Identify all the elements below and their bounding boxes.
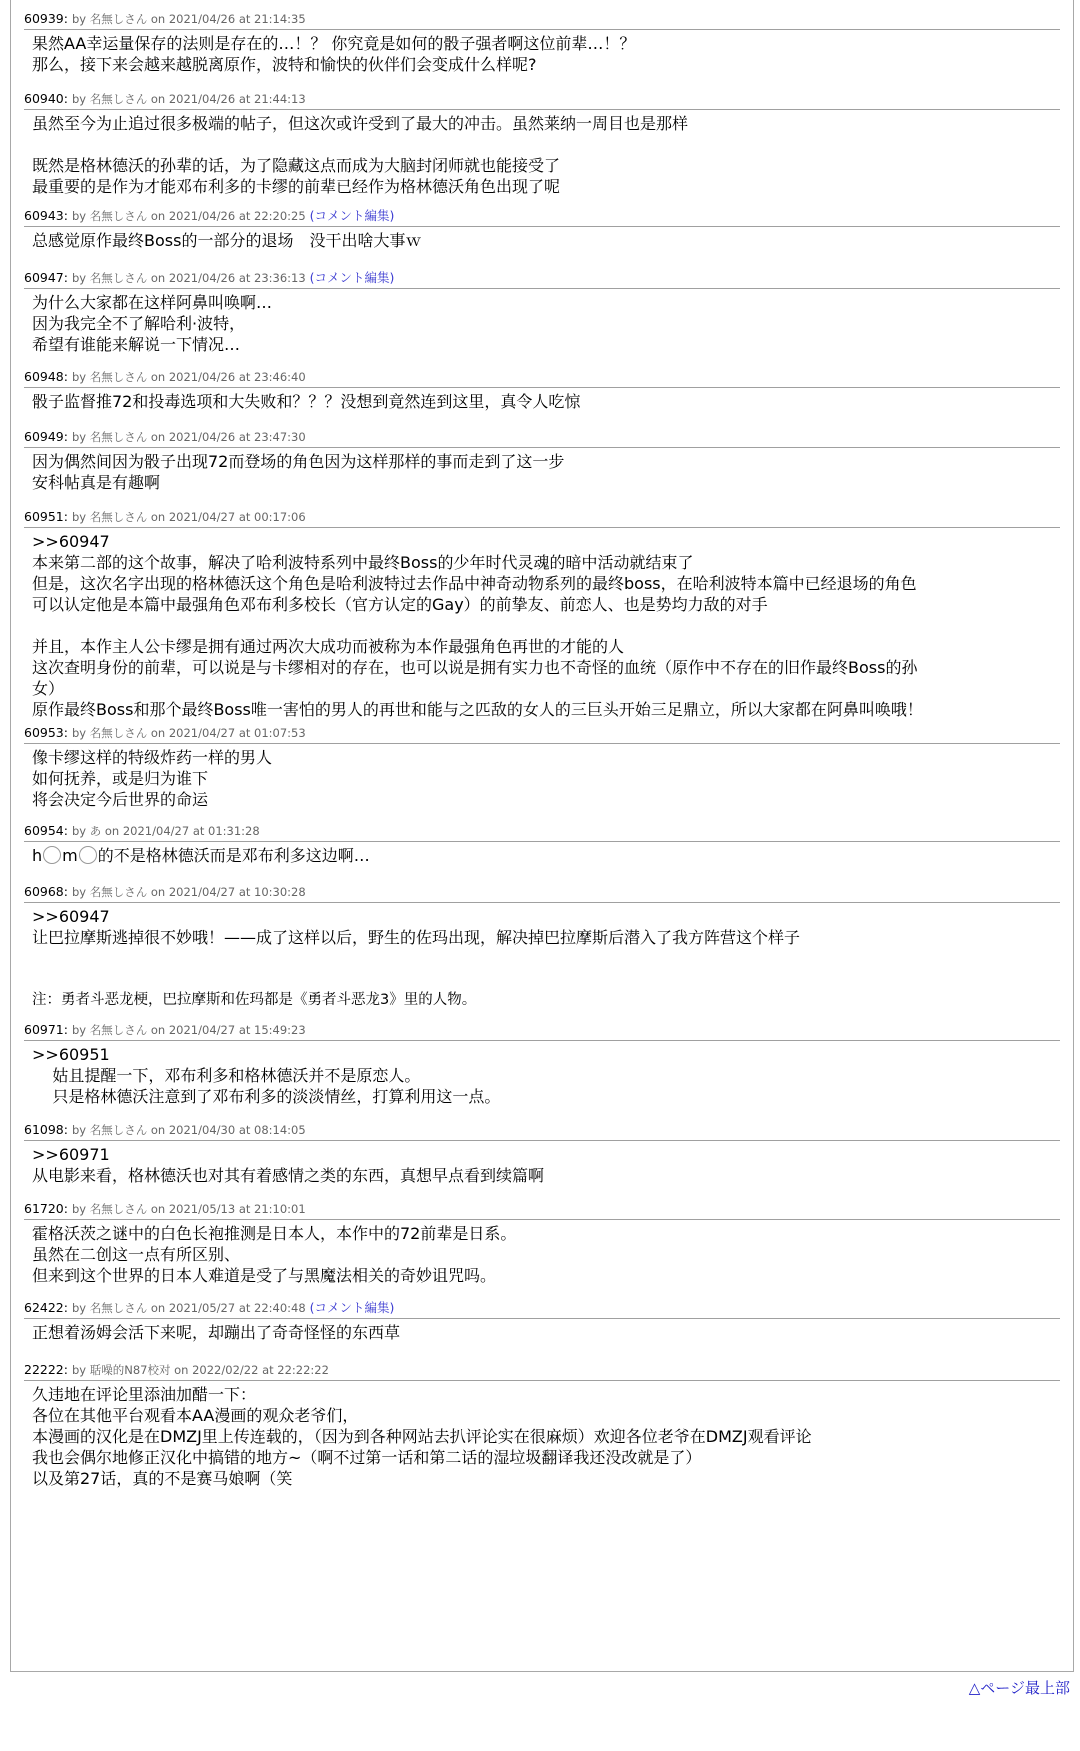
comment-body <box>24 30 1060 75</box>
comment-time: 22:40:48 <box>254 1301 306 1315</box>
comment-line: 姑且提醒一下，邓布利多和格林德沃并不是原恋人。 <box>32 1066 421 1085</box>
comment-number: 62422 <box>24 1301 64 1315</box>
on-label: on <box>150 92 169 106</box>
comment-line: 并且，本作主人公卡缪是拥有通过两次大成功而被称为本作最强角色再世的才能的人 <box>32 637 625 656</box>
comment-number: 60943 <box>24 209 64 223</box>
at-label: at <box>238 92 255 106</box>
colon: : <box>63 824 72 838</box>
colon: : <box>63 92 72 106</box>
comment-time: 21:44:13 <box>254 92 306 106</box>
at-label: at <box>238 510 255 524</box>
comment-line <box>32 615 1060 636</box>
at-label: at <box>238 370 255 384</box>
comment-line: 但是，这次名字出现的格林德沃这个角色是哈利波特过去作品中神奇动物系列的最终boss，在哈利波特本篇中已经退场的角色 <box>32 574 917 593</box>
comment-61720 <box>24 1202 1060 1286</box>
on-label: on <box>150 1202 169 1216</box>
on-label: on <box>150 510 169 524</box>
comment-line: 既然是格林德沃的孙辈的话，为了隐藏这点而成为大脑封闭师就也能接受了 <box>32 156 561 175</box>
comment-meta <box>24 370 1060 388</box>
author-name: 名無しさん <box>89 885 151 899</box>
comment-number: 60968 <box>24 885 64 899</box>
author-name: あ <box>89 824 105 838</box>
comment-line: 原作最终Boss和那个最终Boss唯一害怕的男人的再世和能与之匹敌的女人的三巨头开始三足鼎立，所以大家都在阿鼻叫唤哦！ <box>32 700 923 719</box>
comment-date: 2021/04/27 <box>168 1023 239 1037</box>
comment-body <box>24 1141 1060 1186</box>
at-label: at <box>238 1023 255 1037</box>
comment-60948 <box>24 370 1060 412</box>
comment-line: 以及第27话，真的不是赛马娘啊（笑 <box>32 1469 293 1488</box>
comment-line: 为什么大家都在这样阿鼻叫唤啊… <box>32 293 273 312</box>
comment-line: 虽然在二创这一点有所区别、 <box>32 1245 241 1264</box>
comment-edit-link[interactable]: (コメント編集) <box>305 209 395 223</box>
comment-date: 2021/04/27 <box>168 510 239 524</box>
colon: : <box>63 271 72 285</box>
comment-date: 2021/04/26 <box>168 209 239 223</box>
author-name: 名無しさん <box>89 510 151 524</box>
comment-line: 各位在其他平台观看本AA漫画的观众老爷们， <box>32 1406 359 1425</box>
comment-line: 因为我完全不了解哈利·波特， <box>32 314 246 333</box>
author-name: 名無しさん <box>89 1023 151 1037</box>
on-label: on <box>150 12 169 26</box>
author-name: 名無しさん <box>89 726 151 740</box>
comment-time: 23:46:40 <box>254 370 306 384</box>
at-label: at <box>238 1301 255 1315</box>
circle-icon <box>79 846 97 864</box>
comment-body <box>24 1220 1060 1286</box>
author-name: 名無しさん <box>89 92 151 106</box>
by-label: by <box>71 271 90 285</box>
comment-line: 总感觉原作最终Boss的一部分的退场 没干出啥大事ｗ <box>32 231 422 250</box>
at-label: at <box>238 12 255 26</box>
comment-line: >>60947 <box>32 532 110 551</box>
comment-time: 10:30:28 <box>254 885 306 899</box>
comment-number: 60971 <box>24 1023 64 1037</box>
by-label: by <box>71 370 90 384</box>
comment-date: 2021/04/27 <box>168 885 239 899</box>
at-label: at <box>238 726 255 740</box>
colon: : <box>63 1123 72 1137</box>
translation-note: 注：勇者斗恶龙梗，巴拉摩斯和佐玛都是《勇者斗恶龙3》里的人物。 <box>32 992 477 1008</box>
comment-line: 我也会偶尔地修正汉化中搞错的地方~（啊不过第一话和第二话的湿垃圾翻译我还没改就是了） <box>32 1448 702 1467</box>
comment-60951 <box>24 510 1060 720</box>
comment-meta <box>24 1363 1060 1381</box>
comment-meta <box>24 209 1060 227</box>
comment-number: 60939 <box>24 12 64 26</box>
comment-line: >>60947 <box>32 907 110 926</box>
comment-number: 60940 <box>24 92 64 106</box>
author-name: 名無しさん <box>89 1123 151 1137</box>
comment-number: 60954 <box>24 824 64 838</box>
colon: : <box>63 1301 72 1315</box>
comment-time: 22:22:22 <box>277 1363 329 1377</box>
comment-body <box>24 744 1060 810</box>
comment-meta <box>24 1301 1060 1319</box>
comment-line: 霍格沃茨之谜中的白色长袍推测是日本人，本作中的72前辈是日系。 <box>32 1224 517 1243</box>
by-label: by <box>71 92 90 106</box>
comment-line <box>32 948 1060 969</box>
comment-body <box>24 110 1060 197</box>
comment-line: 本漫画的汉化是在DMZJ里上传连载的，（因为到各种网站去扒评论实在很麻烦）欢迎各位老爷在DMZJ观看评论 <box>32 1427 812 1446</box>
comment-line: 果然AA幸运量保存的法则是存在的…！？ 你究竟是如何的骰子强者啊这位前辈…！？ <box>32 34 636 53</box>
on-label: on <box>150 370 169 384</box>
comment-meta <box>24 824 1060 842</box>
comment-60939 <box>24 12 1060 75</box>
comment-line: 安科帖真是有趣啊 <box>32 473 161 492</box>
on-label: on <box>150 1023 169 1037</box>
comment-time: 00:17:06 <box>254 510 306 524</box>
comment-number: 60947 <box>24 271 64 285</box>
comment-line: 本来第二部的这个故事，解决了哈利波特系列中最终Boss的少年时代灵魂的暗中活动就结束了 <box>32 553 694 572</box>
by-label: by <box>71 1301 90 1315</box>
comment-body <box>24 448 1060 493</box>
on-label: on <box>104 824 123 838</box>
comment-time: 21:14:35 <box>254 12 306 26</box>
comment-body <box>24 1319 1060 1343</box>
comment-time: 01:07:53 <box>254 726 306 740</box>
by-label: by <box>71 510 90 524</box>
on-label: on <box>150 430 169 444</box>
comment-meta <box>24 726 1060 744</box>
comment-line: 只是格林德沃注意到了邓布利多的淡淡情丝，打算利用这一点。 <box>32 1087 501 1106</box>
colon: : <box>63 370 72 384</box>
comment-date: 2021/04/30 <box>168 1123 239 1137</box>
comment-time: 21:10:01 <box>254 1202 306 1216</box>
author-name: 名無しさん <box>89 370 151 384</box>
comment-meta <box>24 1202 1060 1220</box>
by-label: by <box>71 430 90 444</box>
comment-line: h m 的不是格林德沃而是邓布利多这边啊… <box>32 846 370 865</box>
colon: : <box>63 885 72 899</box>
comment-61098 <box>24 1123 1060 1186</box>
comment-line <box>32 134 1060 155</box>
comment-meta <box>24 92 1060 110</box>
comment-time: 08:14:05 <box>254 1123 306 1137</box>
comment-date: 2021/04/27 <box>122 824 193 838</box>
comment-date: 2021/05/13 <box>168 1202 239 1216</box>
comment-number: 61098 <box>24 1123 64 1137</box>
comment-line: 希望有谁能来解说一下情况… <box>32 335 241 354</box>
colon: : <box>63 726 72 740</box>
at-label: at <box>238 1123 255 1137</box>
author-name: 名無しさん <box>89 430 151 444</box>
comment-meta <box>24 885 1060 903</box>
at-label: at <box>238 209 255 223</box>
colon: : <box>63 1023 72 1037</box>
on-label: on <box>150 726 169 740</box>
comment-line: 那么，接下来会越来越脱离原作，波特和愉快的伙伴们会变成什么样呢? <box>32 55 537 74</box>
comment-date: 2021/04/26 <box>168 430 239 444</box>
author-name: 名無しさん <box>89 1202 151 1216</box>
comment-line: 但来到这个世界的日本人难道是受了与黑魔法相关的奇妙诅咒吗。 <box>32 1266 497 1285</box>
comment-line: 将会决定今后世界的命运 <box>32 790 209 809</box>
at-label: at <box>238 430 255 444</box>
comment-date: 2021/04/27 <box>168 726 239 740</box>
comment-body <box>24 842 1060 866</box>
comment-number: 60949 <box>24 430 64 444</box>
colon: : <box>63 1202 72 1216</box>
comment-edit-link[interactable]: (コメント編集) <box>305 271 395 285</box>
comment-date: 2021/04/26 <box>168 370 239 384</box>
by-label: by <box>71 824 90 838</box>
comment-time: 22:20:25 <box>254 209 306 223</box>
comment-meta <box>24 1023 1060 1041</box>
comment-line: 如何抚养，或是归为谁下 <box>32 769 209 788</box>
comment-meta <box>24 271 1060 289</box>
comment-line: 可以认定他是本篇中最强角色邓布利多校长（官方认定的Gay）的前挚友、前恋人、也是势均力敌的对手 <box>32 595 768 614</box>
by-label: by <box>71 885 90 899</box>
comment-body <box>24 1041 1060 1107</box>
comment-60968 <box>24 885 1060 1011</box>
at-label: at <box>238 885 255 899</box>
comment-meta <box>24 12 1060 30</box>
comment-60954 <box>24 824 1060 866</box>
comment-line: 正想着汤姆会活下来呢，却蹦出了奇奇怪怪的东西草 <box>32 1323 401 1342</box>
colon: : <box>63 430 72 444</box>
by-label: by <box>71 209 90 223</box>
on-label: on <box>150 209 169 223</box>
comment-line: 女） <box>32 679 65 698</box>
comment-time: 23:36:13 <box>254 271 306 285</box>
on-label: on <box>174 1363 193 1377</box>
comment-date: 2022/02/22 <box>192 1363 263 1377</box>
at-label: at <box>192 824 209 838</box>
comment-time: 15:49:23 <box>254 1023 306 1037</box>
comment-line: 这次查明身份的前辈，可以说是与卡缪相对的存在，也可以说是拥有实力也不奇怪的血统（原作中不存在的旧作最终Boss的孙 <box>32 658 918 677</box>
comment-number: 60953 <box>24 726 64 740</box>
colon: : <box>63 209 72 223</box>
comment-number: 60948 <box>24 370 64 384</box>
comment-time: 23:47:30 <box>254 430 306 444</box>
comment-body <box>24 1381 1060 1489</box>
comment-line <box>32 969 1060 990</box>
comment-date: 2021/04/26 <box>168 12 239 26</box>
comment-line: 虽然至今为止追过很多极端的帖子，但这次或许受到了最大的冲击。虽然莱纳一周目也是那样 <box>32 114 689 133</box>
author-name: 名無しさん <box>89 12 151 26</box>
by-label: by <box>71 1123 90 1137</box>
comment-body <box>24 227 1060 251</box>
comment-22222 <box>24 1363 1060 1489</box>
comment-line: >>60951 <box>32 1045 110 1064</box>
circle-icon <box>43 846 61 864</box>
comment-line: 久违地在评论里添油加醋一下： <box>32 1385 257 1404</box>
on-label: on <box>150 1123 169 1137</box>
comment-line: 像卡缪这样的特级炸药一样的男人 <box>32 748 273 767</box>
comment-62422 <box>24 1301 1060 1343</box>
at-label: at <box>238 1202 255 1216</box>
colon: : <box>63 1363 72 1377</box>
by-label: by <box>71 1023 90 1037</box>
author-name: 聒噪的N87校对 <box>89 1363 175 1377</box>
comment-60953 <box>24 726 1060 810</box>
on-label: on <box>150 885 169 899</box>
comment-line: 因为偶然间因为骰子出现72而登场的角色因为这样那样的事而走到了这一步 <box>32 452 565 471</box>
comment-time: 01:31:28 <box>208 824 260 838</box>
comment-body <box>24 289 1060 355</box>
comment-line: >>60971 <box>32 1145 110 1164</box>
at-label: at <box>262 1363 278 1377</box>
comment-body <box>24 528 1060 720</box>
comment-date: 2021/04/26 <box>168 92 239 106</box>
comment-body <box>24 388 1060 412</box>
author-name: 名無しさん <box>89 209 151 223</box>
comment-body <box>24 903 1060 1011</box>
comment-meta <box>24 1123 1060 1141</box>
comment-number: 60951 <box>24 510 64 524</box>
comment-number: 61720 <box>24 1202 64 1216</box>
comment-60949 <box>24 430 1060 493</box>
comment-number: 22222 <box>24 1363 64 1377</box>
comment-60947 <box>24 271 1060 355</box>
page-top-link[interactable]: △ページ最上部 <box>968 1679 1070 1697</box>
comment-60971 <box>24 1023 1060 1107</box>
comment-meta <box>24 510 1060 528</box>
comment-line: 从电影来看，格林德沃也对其有着感情之类的东西，真想早点看到续篇啊 <box>32 1166 545 1185</box>
on-label: on <box>150 1301 169 1315</box>
at-label: at <box>238 271 255 285</box>
comment-edit-link[interactable]: (コメント編集) <box>305 1301 395 1315</box>
comment-line: 最重要的是作为才能邓布利多的卡缪的前辈已经作为格林德沃角色出现了呢 <box>32 177 561 196</box>
by-label: by <box>71 1363 90 1377</box>
comment-date: 2021/05/27 <box>168 1301 239 1315</box>
comment-line: 让巴拉摩斯逃掉很不妙哦！——成了这样以后，野生的佐玛出现，解决掉巴拉摩斯后潜入了我方阵营这个样子 <box>32 928 801 947</box>
by-label: by <box>71 1202 90 1216</box>
comment-date: 2021/04/26 <box>168 271 239 285</box>
colon: : <box>63 12 72 26</box>
by-label: by <box>71 12 90 26</box>
colon: : <box>63 510 72 524</box>
comment-line: 骰子监督推72和投毒选项和大失败和？？？没想到竟然连到这里，真令人吃惊 <box>32 392 581 411</box>
comment-60940 <box>24 92 1060 197</box>
author-name: 名無しさん <box>89 271 151 285</box>
on-label: on <box>150 271 169 285</box>
comment-meta <box>24 430 1060 448</box>
author-name: 名無しさん <box>89 1301 151 1315</box>
by-label: by <box>71 726 90 740</box>
comment-60943 <box>24 209 1060 251</box>
